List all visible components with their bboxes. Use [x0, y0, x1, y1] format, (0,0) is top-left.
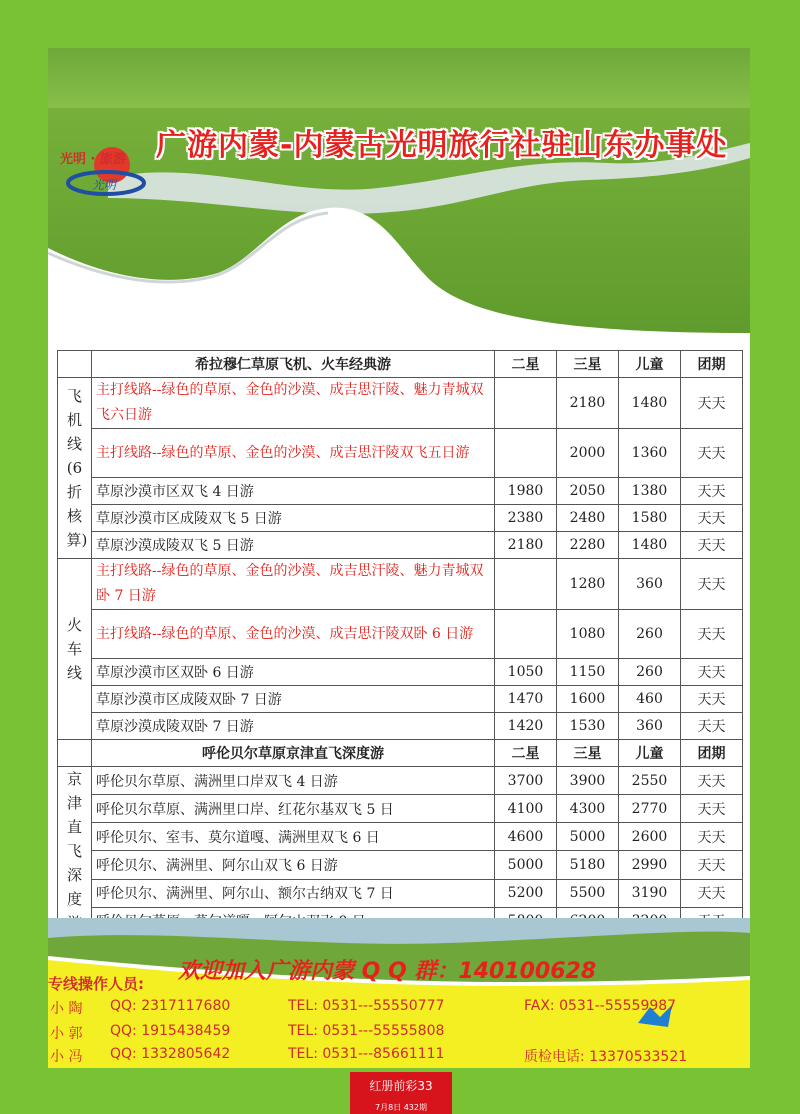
- table-row: 呼伦贝尔、室韦、莫尔道嘎、满洲里双飞 6 日 4600 5000 2600 天天: [58, 823, 743, 851]
- table-row: 呼伦贝尔、满洲里、阿尔山、额尔古纳双飞 7 日 5200 5500 3190 天天: [58, 879, 743, 907]
- route-cell: 主打线路--绿色的草原、金色的沙漠、成吉思汗陵、魅力青城双飞六日游: [92, 378, 495, 429]
- table-header-row: 呼伦贝尔草原京津直飞深度游 二星 三星 儿童 团期: [58, 740, 743, 767]
- route-cell: 草原沙漠成陵双卧 7 日游: [92, 713, 495, 740]
- staff-fax: FAX: 0531--55559987: [524, 998, 677, 1014]
- table-row: 京津直飞深度 呼伦贝尔草原、满洲里口岸双飞 4 日游 3700 3900 2550 天天: [58, 767, 743, 795]
- staff-qq: QQ: 2317117680: [110, 998, 231, 1014]
- grassland-banner-image: [48, 48, 750, 348]
- page-footer-tag: [350, 1072, 452, 1114]
- table-row: 主打线路--绿色的草原、金色的沙漠、成吉思汗陵双卧 6 日游 1080 260 天天: [58, 610, 743, 659]
- table-row: 草原沙漠市区成陵双飞 5 日游 2380 2480 1580 天天: [58, 505, 743, 532]
- staff-name: 小 郭: [50, 1026, 83, 1042]
- welcome-banner: 欢迎加入广游内蒙 Q Q 群：140100628: [178, 959, 597, 984]
- table-row: 草原沙漠市区双卧 6 日游 1050 1150 260 天天: [58, 659, 743, 686]
- staff-name: 小 陶: [50, 1001, 83, 1017]
- page-title: 广游内蒙-内蒙古光明旅行社驻山东办事处: [156, 128, 728, 163]
- staff-name: 小 冯: [50, 1049, 83, 1065]
- route-cell: 主打线路--绿色的草原、金色的沙漠、成吉思汗陵、魅力青城双卧 7 日游: [92, 559, 495, 610]
- qq-group-number: 140100628: [458, 959, 597, 984]
- section1-title: 希拉穆仁草原飞机、火车经典游: [92, 351, 495, 378]
- staff-qq: QQ: 1915438459: [110, 1023, 231, 1039]
- col-period: 团期: [681, 351, 743, 378]
- price-table: [57, 350, 743, 936]
- quality-phone: 质检电话: 13370533521: [524, 1049, 688, 1065]
- footer-page-label: 红册前彩33: [369, 1079, 433, 1093]
- table-row: 草原沙漠成陵双卧 7 日游 1420 1530 360 天天: [58, 713, 743, 740]
- route-cell: 草原沙漠市区双飞 4 日游: [92, 478, 495, 505]
- col-three-star: 三星: [557, 351, 619, 378]
- category-jingjin: 京津直飞深度: [58, 767, 92, 936]
- logo-caption: 光明 · 旅游: [60, 152, 126, 167]
- route-cell: 主打线路--绿色的草原、金色的沙漠、成吉思汗陵双卧 6 日游: [92, 610, 495, 659]
- route-cell: 草原沙漠市区成陵双飞 5 日游: [92, 505, 495, 532]
- svg-text:光明: 光明: [92, 178, 117, 192]
- route-cell: 主打线路--绿色的草原、金色的沙漠、成吉思汗陵双飞五日游: [92, 429, 495, 478]
- staff-tel: TEL: 0531---85661111: [288, 1046, 445, 1062]
- category-plane: 飞机线(6折核算): [58, 378, 92, 559]
- staff-tel: TEL: 0531---55550777: [288, 998, 445, 1014]
- brochure-sheet: [48, 48, 750, 1068]
- staff-tel: TEL: 0531---55555808: [288, 1023, 445, 1039]
- col-child: 儿童: [619, 351, 681, 378]
- route-cell: 草原沙漠市区成陵双卧 7 日游: [92, 686, 495, 713]
- category-train: 火车线: [58, 559, 92, 740]
- table-row: 飞机线(6折核算) 主打线路--绿色的草原、金色的沙漠、成吉思汗陵、魅力青城双飞六日游 2180 1480 天天: [58, 378, 743, 429]
- table-row: 草原沙漠成陵双飞 5 日游 2180 2280 1480 天天: [58, 532, 743, 559]
- table-row: 草原沙漠市区成陵双卧 7 日游 1470 1600 460 天天: [58, 686, 743, 713]
- corner-cell: [58, 351, 92, 378]
- corner-cell: [58, 740, 92, 767]
- table-row: 呼伦贝尔草原、满洲里口岸、红花尔基双飞 5 日 4100 4300 2770 天天: [58, 795, 743, 823]
- staff-title: 专线操作人员:: [48, 975, 144, 993]
- staff-qq: QQ: 1332805642: [110, 1046, 231, 1062]
- table-header-row: [58, 351, 743, 378]
- section2-title: 呼伦贝尔草原京津直飞深度游: [92, 740, 495, 767]
- table-row: 火车线 主打线路--绿色的草原、金色的沙漠、成吉思汗陵、魅力青城双卧 7 日游 1280 360 天天: [58, 559, 743, 610]
- route-cell: 草原沙漠市区双卧 6 日游: [92, 659, 495, 686]
- route-cell: 草原沙漠成陵双飞 5 日游: [92, 532, 495, 559]
- table-row: 主打线路--绿色的草原、金色的沙漠、成吉思汗陵双飞五日游 2000 1360 天天: [58, 429, 743, 478]
- col-two-star: 二星: [495, 351, 557, 378]
- table-row: 呼伦贝尔、满洲里、阿尔山双飞 6 日游 5000 5180 2990 天天: [58, 851, 743, 879]
- table-row: 草原沙漠市区双飞 4 日游 1980 2050 1380 天天: [58, 478, 743, 505]
- footer-issue-label: 7月8日 432期: [375, 1103, 427, 1112]
